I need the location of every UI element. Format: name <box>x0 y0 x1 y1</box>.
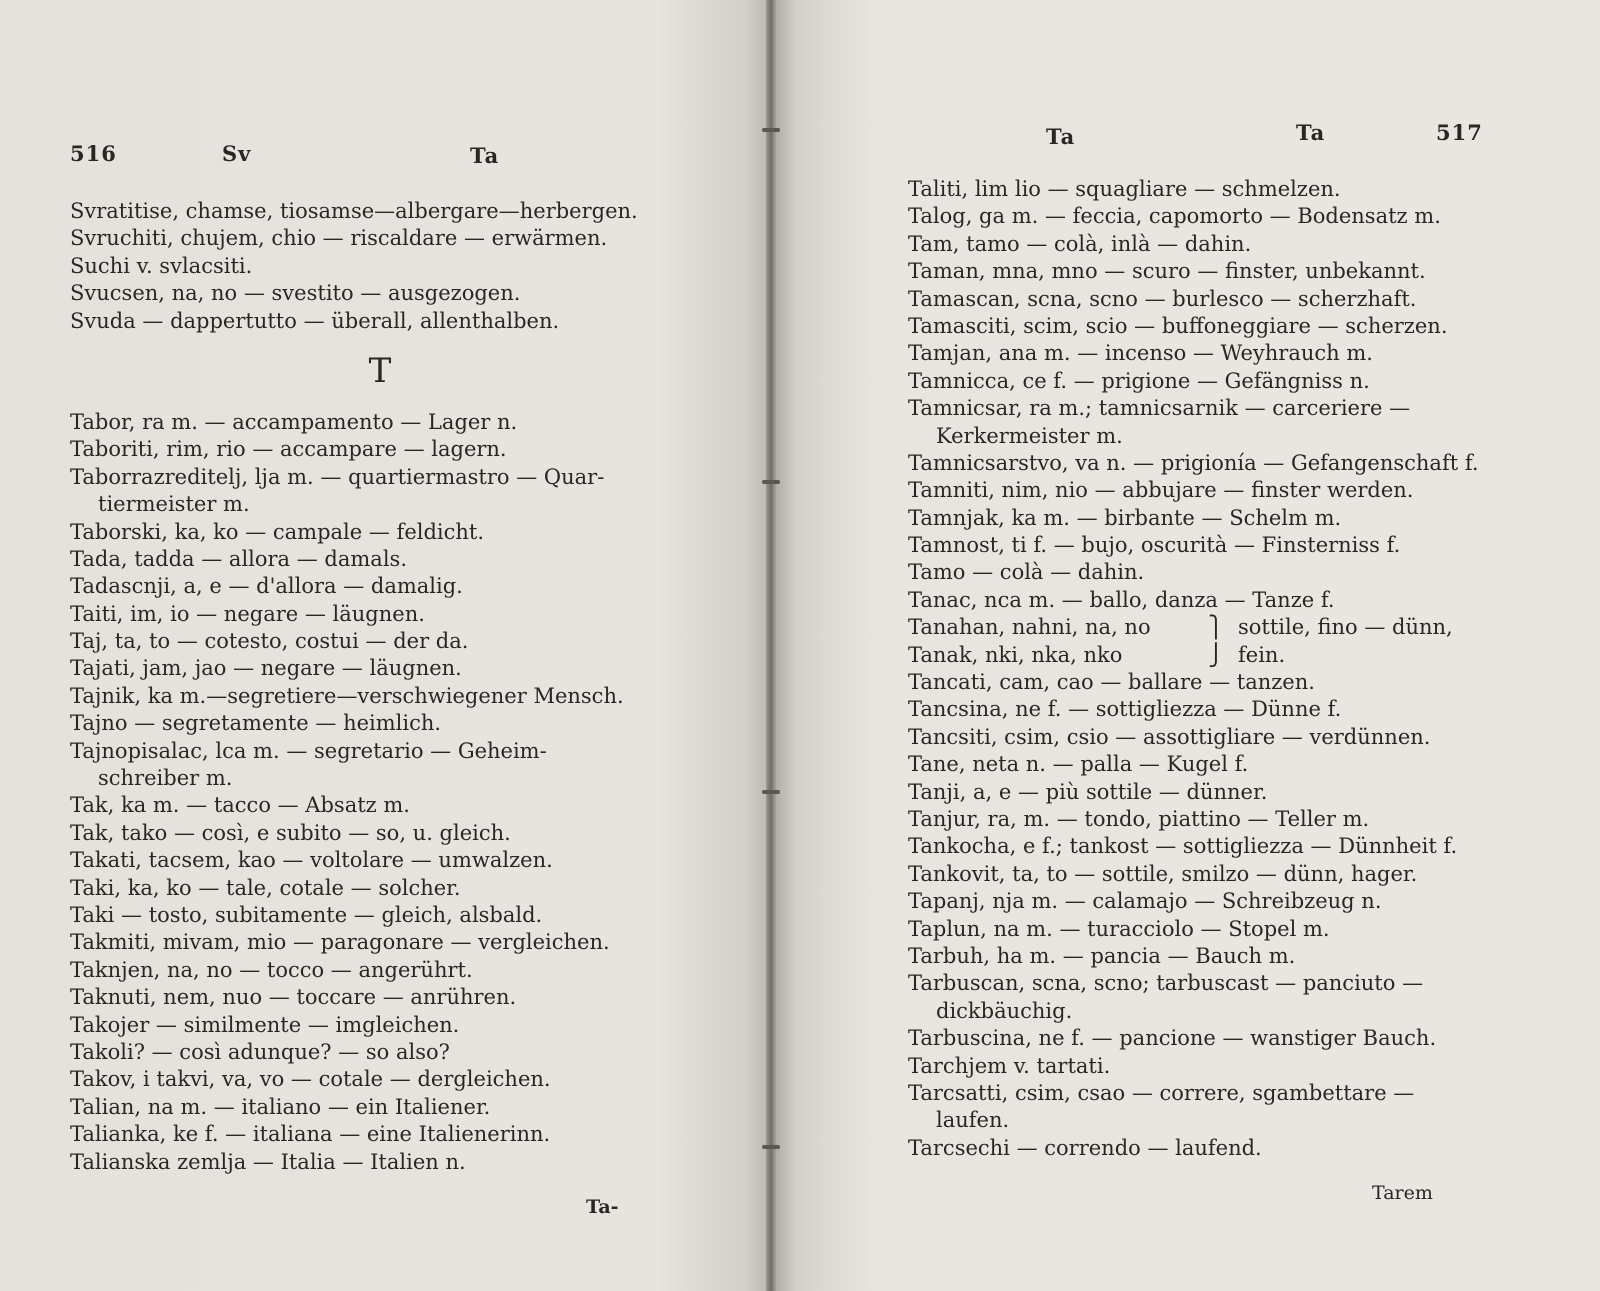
dictionary-line: Tajnik, ka m.—segretiere—verschwiegener Mensch. <box>70 683 624 708</box>
dictionary-line: Taliti, lim lio — squagliare — schmelzen. <box>908 177 1341 201</box>
brace-glyph: ⎫ <box>1208 615 1224 640</box>
dictionary-line: Taborrazreditelj, lja m. — quartiermastro — Quar- <box>70 464 605 489</box>
dictionary-line: Takati, tacsem, kao — voltolare — umwalzen. <box>70 848 553 873</box>
dictionary-line: Tamnost, ti f. — bujo, oscurità — Finsterniss f. <box>908 533 1401 558</box>
dictionary-line: Tarbuscan, scna, scno; tarbuscast — panciuto — <box>908 971 1424 996</box>
dictionary-line: Takmiti, mivam, mio — paragonare — vergleichen. <box>70 930 610 955</box>
dictionary-line: Taboriti, rim, rio — accampare — lagern. <box>70 437 507 462</box>
dictionary-line: Tamniti, nim, nio — abbujare — finster werden. <box>908 478 1414 503</box>
dictionary-line: Kerkermeister m. <box>936 423 1123 448</box>
brace-headword: Tanak, nki, nka, nko <box>908 642 1123 667</box>
left-entries-before <box>70 198 690 335</box>
dictionary-line: Taborski, ka, ko — campale — feldicht. <box>70 519 485 544</box>
dictionary-line: Tapanj, nja m. — calamajo — Schreibzeug n. <box>908 889 1382 914</box>
dictionary-line: Taki, ka, ko — tale, cotale — solcher. <box>70 875 461 900</box>
right-catchword: Tarem <box>1372 1182 1433 1204</box>
dictionary-line: Taplun, na m. — turacciolo — Stopel m. <box>908 916 1330 941</box>
dictionary-line: Tancsina, ne f. — sottigliezza — Dünne f. <box>908 697 1342 722</box>
section-letter: T <box>368 350 392 391</box>
binding-stitch <box>762 1145 780 1149</box>
binding-stitch <box>762 480 780 484</box>
right-entries <box>908 176 1548 1162</box>
right-entries-a <box>908 176 1548 614</box>
dictionary-line: Talog, ga m. — feccia, capomorto — Bodensatz m. <box>908 204 1441 229</box>
dictionary-line: Tajati, jam, jao — negare — läugnen. <box>70 656 462 681</box>
dictionary-line: Tamnicsarstvo, va n. — prigionía — Gefangenschaft f. <box>908 450 1479 475</box>
left-page <box>0 0 770 1291</box>
dictionary-line: Tarcsechi — correndo — laufend. <box>908 1135 1262 1160</box>
left-page-number: 516 <box>70 141 117 166</box>
dictionary-line: Tamasciti, scim, scio — buffoneggiare — scherzen. <box>908 313 1448 338</box>
dictionary-line: Talian, na m. — italiano — ein Italiener. <box>70 1094 491 1119</box>
dictionary-line: Tankovit, ta, to — sottile, smilzo — dünn, hager. <box>908 861 1418 886</box>
dictionary-line: dickbäuchig. <box>936 998 1073 1023</box>
left-entries <box>70 198 690 1176</box>
dictionary-line: Tak, ka m. — tacco — Absatz m. <box>70 793 410 818</box>
dictionary-line: Talianska zemlja — Italia — Italien n. <box>70 1149 466 1174</box>
left-header-sv: Sv <box>222 141 252 166</box>
dictionary-line: Tabor, ra m. — accampamento — Lager n. <box>70 409 518 434</box>
left-catchword: Ta- <box>586 1196 619 1218</box>
binding-stitch <box>762 790 780 794</box>
dictionary-line: Tamnicca, ce f. — prigione — Gefängniss n. <box>908 368 1370 393</box>
dictionary-line: Tada, tadda — allora — damals. <box>70 546 407 571</box>
dictionary-line: Tajnopisalac, lca m. — segretario — Geheim- <box>70 738 547 763</box>
dictionary-line: Svucsen, na, no — svestito — ausgezogen. <box>70 281 521 306</box>
dictionary-line: Tadascnji, a, e — d'allora — damalig. <box>70 574 463 599</box>
right-header-ta-2: Ta <box>1296 120 1326 145</box>
dictionary-line: Suchi v. svlacsiti. <box>70 253 253 278</box>
book-gutter <box>766 0 776 1291</box>
dictionary-line: Svratitise, chamse, tiosamse—albergare—herbergen. <box>70 199 638 223</box>
dictionary-line: Tajno — segretamente — heimlich. <box>70 711 442 736</box>
dictionary-line: Tamjan, ana m. — incenso — Weyhrauch m. <box>908 341 1373 366</box>
dictionary-line: Taki — tosto, subitamente — gleich, alsbald. <box>70 902 543 927</box>
dictionary-line <box>908 642 1548 669</box>
dictionary-line: Tarbuh, ha m. — pancia — Bauch m. <box>908 943 1296 968</box>
brace-group <box>908 614 1548 669</box>
dictionary-line: Tanjur, ra, m. — tondo, piattino — Teller m. <box>908 806 1370 831</box>
right-entries-b <box>908 669 1548 1162</box>
dictionary-line: tiermeister m. <box>98 492 250 517</box>
brace-glyph: ⎭ <box>1208 642 1224 667</box>
dictionary-line: Tanac, nca m. — ballo, danza — Tanze f. <box>908 587 1335 612</box>
dictionary-line: Talianka, ke f. — italiana — eine Italienerinn. <box>70 1122 551 1147</box>
dictionary-line: Taknjen, na, no — tocco — angerührt. <box>70 957 473 982</box>
dictionary-line: Tamnjak, ka m. — birbante — Schelm m. <box>908 505 1342 530</box>
dictionary-line: Tamnicsar, ra m.; tamnicsarnik — carceriere — <box>908 396 1411 421</box>
brace-definition: sottile, fino — dünn, <box>1238 615 1453 640</box>
dictionary-line: Taj, ta, to — cotesto, costui — der da. <box>70 629 469 654</box>
dictionary-line: Svruchiti, chujem, chio — riscaldare — erwärmen. <box>70 226 608 251</box>
dictionary-line: Tancati, cam, cao — ballare — tanzen. <box>908 670 1315 695</box>
brace-definition: fein. <box>1238 642 1286 667</box>
dictionary-line: Tarcsatti, csim, csao — correre, sgambettare — <box>908 1080 1415 1105</box>
dictionary-line: Takojer — similmente — imgleichen. <box>70 1012 460 1037</box>
dictionary-line: Taman, mna, mno — scuro — finster, unbekannt. <box>908 259 1426 284</box>
dictionary-line: Tamascan, scna, scno — burlesco — scherzhaft. <box>908 286 1417 311</box>
dictionary-line: Tancsiti, csim, csio — assottigliare — verdünnen. <box>908 724 1431 749</box>
binding-stitch <box>762 128 780 132</box>
dictionary-line: Tane, neta n. — palla — Kugel f. <box>908 752 1249 777</box>
dictionary-line: Tamo — colà — dahin. <box>908 560 1145 585</box>
right-page-number: 517 <box>1436 120 1483 145</box>
brace-headword: Tanahan, nahni, na, no <box>908 615 1151 640</box>
dictionary-line <box>908 614 1548 641</box>
dictionary-line: Tarbuscina, ne f. — pancione — wanstiger Bauch. <box>908 1026 1437 1051</box>
dictionary-line: Taiti, im, io — negare — läugnen. <box>70 601 425 626</box>
dictionary-line: Taknuti, nem, nuo — toccare — anrühren. <box>70 985 517 1010</box>
dictionary-line: Tankocha, e f.; tankost — sottigliezza — Dünnheit f. <box>908 834 1458 859</box>
dictionary-line: Svuda — dappertutto — überall, allenthalben. <box>70 308 560 333</box>
left-header-ta: Ta <box>470 143 500 168</box>
dictionary-line: Tanji, a, e — più sottile — dünner. <box>908 779 1268 804</box>
dictionary-line: Tam, tamo — colà, inlà — dahin. <box>908 231 1252 256</box>
dictionary-line: Tak, tako — così, e subito — so, u. gleich. <box>70 820 511 845</box>
left-entries-after <box>70 409 690 1176</box>
dictionary-line: schreiber m. <box>98 766 233 791</box>
dictionary-line: Takov, i takvi, va, vo — cotale — dergleichen. <box>70 1067 551 1092</box>
dictionary-line: laufen. <box>936 1108 1010 1133</box>
dictionary-line: Tarchjem v. tartati. <box>908 1053 1111 1078</box>
right-header-ta-1: Ta <box>1046 124 1076 149</box>
dictionary-line: Takoli? — così adunque? — so also? <box>70 1039 450 1064</box>
right-page <box>772 0 1600 1291</box>
